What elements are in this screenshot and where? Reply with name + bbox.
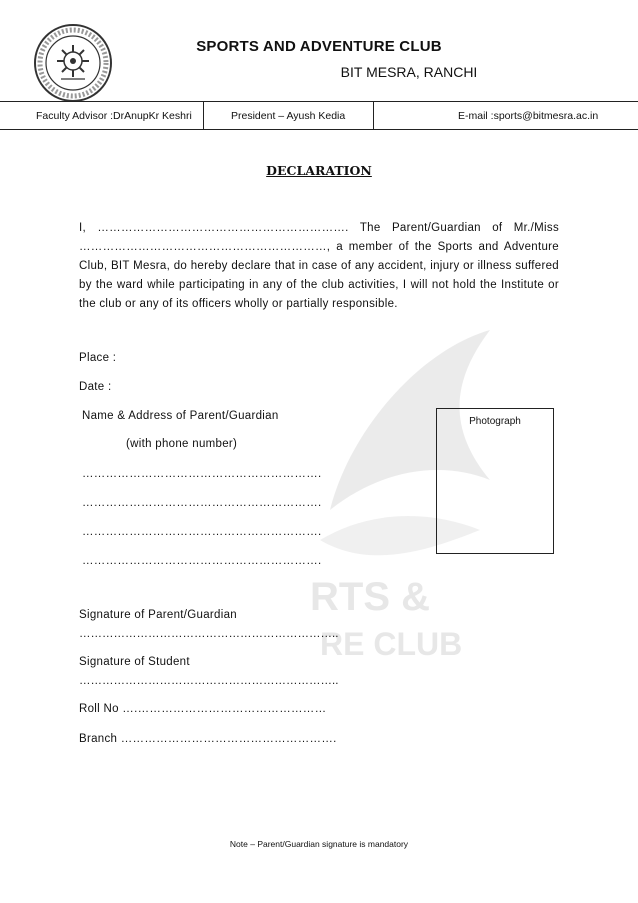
declaration-paragraph: I, ………………………………………………………. The Parent/Guardian of Mr./Miss ………………………………………………………, a member of the Sports and Adventure Club, BIT Mesra, do hereby declare that in case of any accident, injury or illness suffered by the ward while participating in any of the club activities, I will not hold the Institute or the club or any of its officers wholly or partially responsible.: [79, 222, 559, 310]
phone-label: (with phone number): [126, 438, 238, 450]
address-line[interactable]: …………………………………………………….: [82, 526, 322, 538]
header-divider: [203, 101, 204, 129]
club-email: E-mail :sports@bitmesra.ac.in: [458, 110, 599, 122]
date-label: Date :: [79, 381, 112, 393]
address-line[interactable]: …………………………………………………….: [82, 497, 322, 509]
club-name: SPORTS AND ADVENTURE CLUB: [196, 38, 442, 55]
declaration-title-text: DECLARATION: [266, 163, 372, 178]
faculty-advisor: Faculty Advisor :DrAnupKr Keshri: [36, 110, 192, 122]
declaration-title: [0, 163, 638, 178]
svg-text:RE CLUB: RE CLUB: [320, 626, 463, 662]
place-label: Place :: [79, 352, 117, 364]
institute-logo: [33, 23, 113, 103]
footer-note: Note – Parent/Guardian signature is mandatory: [229, 839, 409, 849]
president: President – Ayush Kedia: [231, 110, 346, 122]
photograph-label: Photograph: [469, 416, 521, 427]
address-line[interactable]: …………………………………………………….: [82, 555, 322, 567]
name-address-label: Name & Address of Parent/Guardian: [82, 410, 279, 422]
student-signature-line[interactable]: …………………………………………………………..: [79, 675, 339, 687]
parent-signature-label: Signature of Parent/Guardian: [79, 609, 237, 621]
address-line[interactable]: …………………………………………………….: [82, 468, 322, 480]
branch-field[interactable]: Branch ……………………………………………….: [79, 733, 337, 745]
photograph-box[interactable]: [436, 408, 554, 554]
student-signature-label: Signature of Student: [79, 656, 190, 668]
svg-text:RTS &: RTS &: [310, 575, 430, 619]
header-rule: [0, 101, 638, 102]
header-divider: [373, 101, 374, 129]
parent-signature-line[interactable]: …………………………………………………………..: [79, 628, 339, 640]
roll-no-field[interactable]: Roll No ….…………………………………………: [79, 703, 327, 715]
header-rule: [0, 129, 638, 130]
institute-name: BIT MESRA, RANCHI: [340, 64, 478, 80]
